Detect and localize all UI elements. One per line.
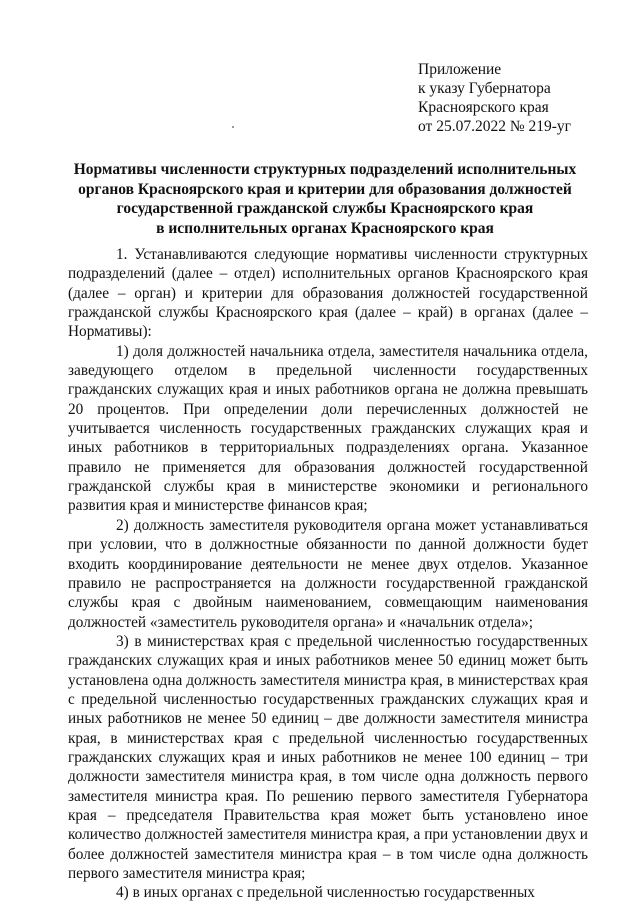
title-line-4: в исполнительных органах Красноярского края	[156, 219, 494, 237]
paragraph-1: 1. Устанавливаются следующие нормативы численности структурных подразделений (далее – отдел) исполнительных органов Красноярского края (далее – орган) и критерии для образования должностей государственной гражданской службы Красноярского края (далее – край) в органах (далее – Нормативы):	[68, 246, 588, 341]
paragraph-item-2: 2) должность заместителя руководителя органа может устанавливаться при условии, что в должностные обязанности по данной должности будет входить координирование деятельности не менее двух отделов. Указанное правило не распространяется на должности государственной гражданской службы края с двойным наименованием, совмещающим наименования должностей «заместитель руководителя органа» и «начальник отдела»;	[68, 516, 588, 631]
document-body	[68, 245, 588, 903]
title-line-2: органов Красноярского края и критерии для образования должностей	[78, 180, 572, 198]
document-title	[60, 160, 590, 238]
annex-header	[418, 60, 628, 136]
paragraph-item-3: 3) в министерствах края с предельной численностью государственных гражданских служащих края и иных работников менее 50 единиц может быть установлена одна должность заместителя министра края, в министерствах края с предельной численностью государственных гражданских служащих края и иных работников не менее 50 единиц – две должности заместителя министра края, в министерствах края с предельной численностью государственных гражданских служащих края и иных работников не менее 100 единиц – три должности заместителя министра края, в том числе одна должность первого заместителя министра края. По решению первого заместителя Губернатора края – председателя Правительства края может быть установлено иное количество должностей заместителя министра края, а при установлении двух и более должностей заместителя министра края – в том числе одна должность первого заместителя министра края;	[68, 632, 588, 882]
scan-speck	[232, 126, 234, 128]
title-line-1: Нормативы численности структурных подразделений исполнительных	[73, 161, 577, 178]
title-line-3: государственной гражданской службы Красноярского края	[116, 200, 534, 217]
paragraph-item-4: 4) в иных органах с предельной численностью государственных	[116, 884, 535, 902]
annex-line-2: к указу Губернатора	[418, 80, 551, 97]
annex-line-3: Красноярского края	[418, 99, 549, 116]
annex-line-1: Приложение	[418, 61, 502, 78]
annex-line-4: от 25.07.2022 № 219-уг	[418, 118, 572, 135]
paragraph-item-1: 1) доля должностей начальника отдела, заместителя начальника отдела, заведующего отделом в предельной численности государственных гражданских служащих края и иных работников органа не должна превышать 20 процентов. При определении доли перечисленных должностей не учитывается численность государственных гражданских служащих края и иных работников в территориальных подразделениях органа. Указанное правило не применяется для образования должностей государственной гражданской службы края в министерстве экономики и регионального развития края и министерстве финансов края;	[68, 342, 588, 515]
